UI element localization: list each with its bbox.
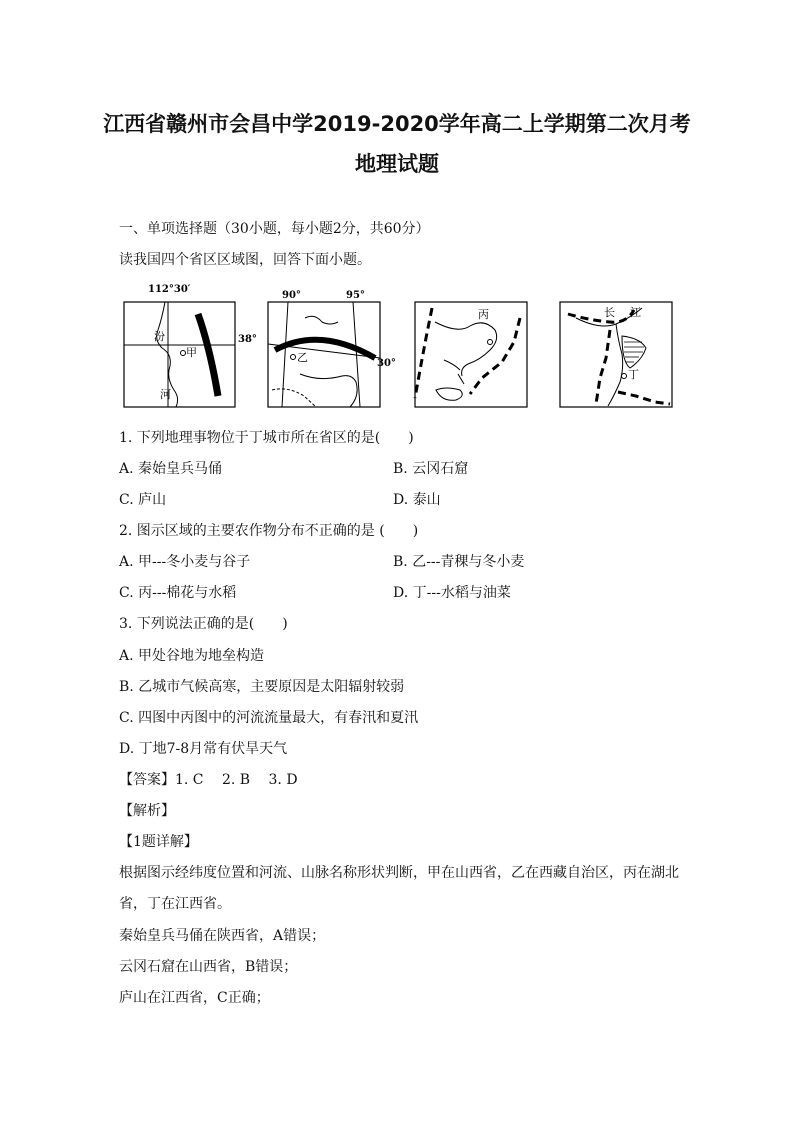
map2-lat-label: 30° [377, 358, 396, 369]
question-1-option-c[interactable]: C. 庐山 [119, 492, 167, 508]
page-subtitle: 地理试题 [355, 152, 439, 176]
map1-lat-label: 38° [238, 334, 257, 345]
map1-point-jia: 甲 [186, 346, 197, 359]
detail-line-4: 云冈石窟在山西省，B错误； [119, 959, 298, 975]
map-jia [124, 284, 257, 407]
map1-lon-label: 112°30′ [148, 284, 191, 295]
question-2-option-d[interactable]: D. 丁---水稻与油菜 [393, 585, 511, 601]
question-2-option-c[interactable]: C. 丙---棉花与水稻 [119, 585, 237, 601]
answer-line: 【答案】1. C 2. B 3. D [119, 772, 298, 788]
question-3-option-a[interactable]: A. 甲处谷地为地垒构造 [119, 648, 265, 664]
region-maps [110, 278, 690, 413]
question-3-option-b[interactable]: B. 乙城市气候高寒，主要原因是太阳辐射较弱 [119, 679, 405, 695]
question-3-option-d[interactable]: D. 丁地7-8月常有伏旱天气 [119, 741, 288, 757]
map4-river-b: 江 [630, 306, 641, 319]
question-2-option-b[interactable]: B. 乙---青稞与冬小麦 [393, 554, 525, 570]
map2-lon2-label: 95° [346, 290, 365, 301]
map-bing [415, 302, 527, 407]
map3-point-bing: 丙 [478, 308, 489, 321]
map4-river-a: 长 [604, 306, 615, 319]
map-yi [268, 290, 396, 407]
map2-lon1-label: 90° [282, 290, 301, 301]
detail-line-5: 庐山在江西省，C正确； [119, 990, 270, 1006]
poyang-lake [622, 336, 646, 368]
detail-line-1: 根据图示经纬度位置和河流、山脉名称形状判断，甲在山西省，乙在西藏自治区，丙在湖北 [119, 865, 679, 881]
page-title: 江西省赣州市会昌中学2019-2020学年高二上学期第二次月考 [103, 112, 691, 136]
question-2-option-a[interactable]: A. 甲---冬小麦与谷子 [119, 554, 251, 570]
map1-river-a: 汾 [154, 330, 165, 343]
question-1-option-d[interactable]: D. 泰山 [393, 492, 441, 508]
question-2-stem: 2. 图示区域的主要农作物分布不正确的是 ( ) [119, 523, 419, 539]
map4-point-ding: 丁 [628, 368, 639, 381]
question-3-option-c[interactable]: C. 四图中丙图中的河流流量最大，有春汛和夏汛 [119, 710, 419, 726]
map1-river-b: 河 [160, 388, 171, 401]
intro-text: 读我国四个省区区域图，回答下面小题。 [119, 252, 371, 268]
detail-line-3: 秦始皇兵马俑在陕西省，A错误； [119, 928, 326, 944]
question-1-option-b[interactable]: B. 云冈石窟 [393, 461, 469, 477]
analysis-heading: 【解析】 [119, 803, 175, 819]
question-1-option-a[interactable]: A. 秦始皇兵马俑 [119, 461, 223, 477]
detail-line-2: 省，丁在江西省。 [119, 896, 231, 912]
detail-heading: 【1题详解】 [119, 834, 198, 850]
map2-point-yi: 乙 [297, 351, 308, 364]
section-heading: 一、单项选择题（30小题，每小题2分，共60分） [119, 221, 430, 237]
question-1-stem: 1. 下列地理事物位于丁城市所在省区的是( ) [119, 430, 414, 446]
map-ding [560, 302, 672, 407]
question-3-stem: 3. 下列说法正确的是( ) [119, 616, 288, 632]
